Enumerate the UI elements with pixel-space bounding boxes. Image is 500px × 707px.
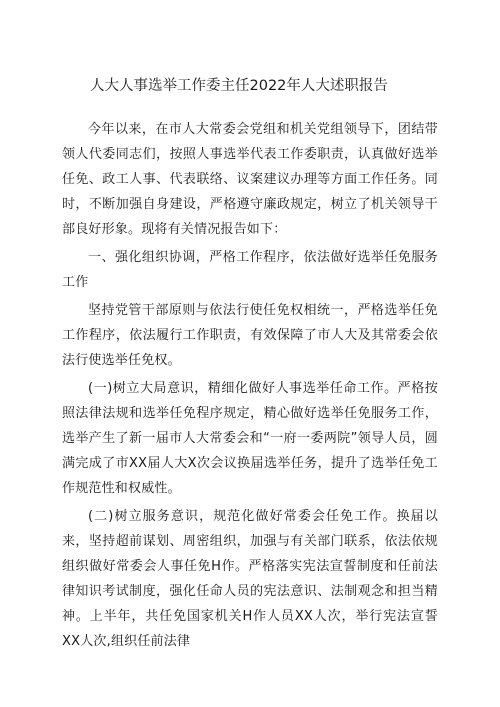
paragraph-subsection-2: (二)树立服务意识，规范化做好常委会任免工作。换届以来，坚持超前谋划、周密组织，加强与有关部门联系，依法依规组织做好常委会人事任免H作。严格落实宪法宣誓制度和任前法律知识考试制度，强化任命人员的宪法意识、法制观念和担当精神。上半年，共任免国家机关H作人员XX人次，举行宪法宣誓XX人次,组织任前法律 [62,509,438,649]
section-heading-1: 一、强化组织协调，严格工作程序，依法做好选举任免服务工作 [62,250,438,290]
paragraph-intro: 今年以来，在市人大常委会党组和机关党组领导下，团结带领人代委同志们，按照人事选举代表工作委职责，认真做好选举任免、政工人事、代表联络、议案建议办理等方面工作任务。同时，不断加强自身建设，严格遵守廉政规定，树立了机关领导干部良好形象。现将有关情况报告如下： [62,122,438,237]
document-title: 人大人事选举工作委主任2022年人大述职报告 [90,78,388,94]
document-body [62,117,438,657]
paragraph-subsection-1: (一)树立大局意识，精细化做好人事选举任命工作。严格按照法律法规和选举任免程序规定，精心做好选举任免服务工作，选举产生了新一届市人大常委会和“一府一委两院”领导人员，圆满完成了市XX届人大X次会议换届选举任务，提升了选举任免工作规范性和权威性。 [62,381,438,496]
paragraph-principle: 坚持党管干部原则与依法行使任免权相统一，严格选举任免工作程序，依法履行工作职责，有效保障了市人大及其常委会依法行使选举任免权。 [62,303,438,368]
